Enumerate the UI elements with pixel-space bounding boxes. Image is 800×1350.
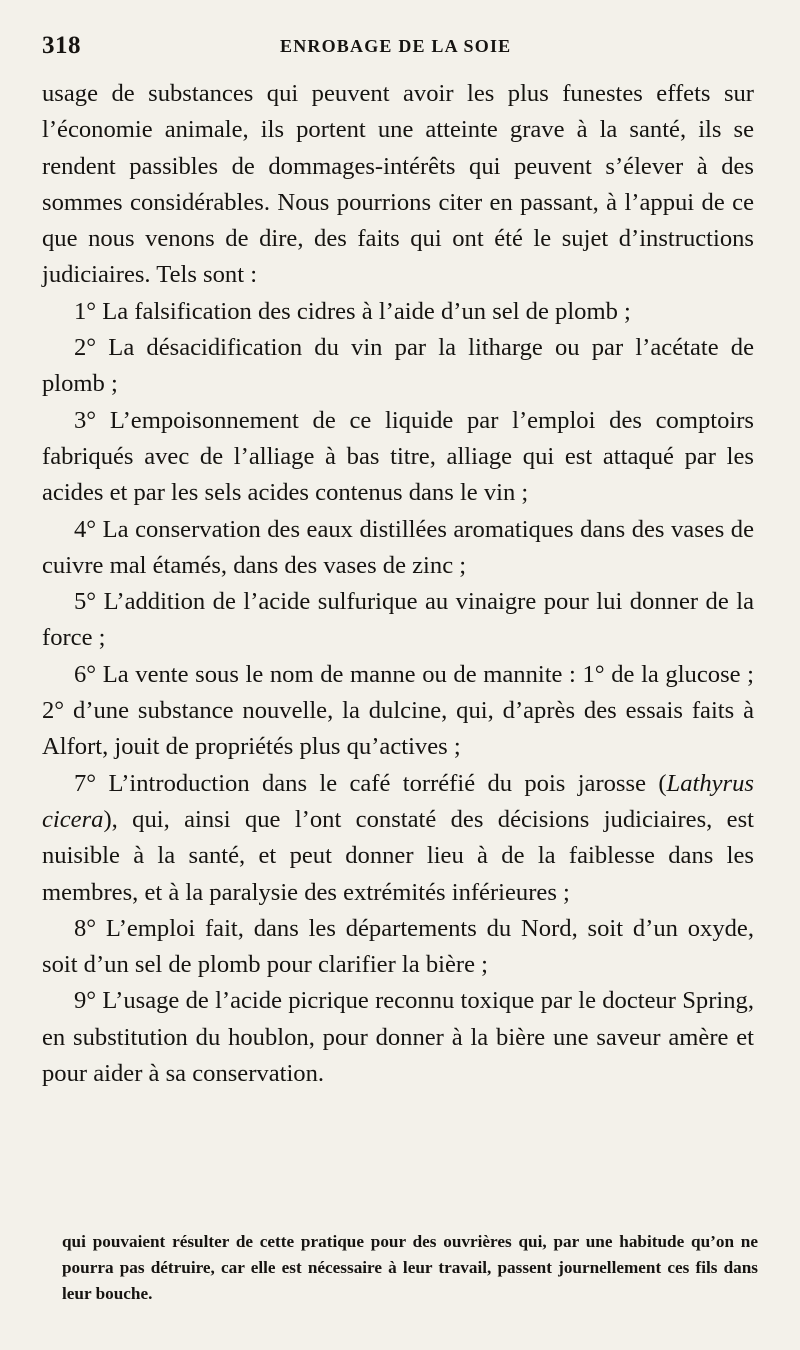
running-head: ENROBAGE DE LA SOIE: [280, 36, 512, 56]
page-header: [42, 32, 754, 66]
main-text: [42, 76, 754, 1092]
list-item-6: 6° La vente sous le nom de manne ou de mannite : 1° de la glucose ; 2° d’une substance nouvelle, la dulcine, qui, d’après des essais faits à Alfort, jouit de propriétés plus qu’actives ;: [42, 660, 754, 761]
footnote-text: qui pouvaient résulter de cette pratique pour des ouvrières qui, par une habitude qu’on ne pourra pas détruire, car elle est nécessaire à leur travail, passent journellement ces fils dans leur bouche.: [62, 1232, 758, 1303]
list-item-2: 2° La désacidification du vin par la litharge ou par l’acétate de plomb ;: [42, 334, 754, 398]
list-item-7-before: 7° L’introduction dans le café torréfié du pois jarosse (: [74, 769, 667, 797]
latin-species-name: Lathyrus cicera: [42, 769, 754, 833]
list-item-3: 3° L’empoisonnement de ce liquide par l’emploi des comptoirs fabriqués avec de l’alliage à bas titre, alliage qui est attaqué par les acides et par les sels acides contenus dans le vin ;: [42, 406, 754, 507]
list-item-7-after: ), qui, ainsi que l’ont constaté des décisions judiciaires, est nuisible à la santé, et peut donner lieu à de la faiblesse dans les membres, et à la paralysie des extrémités inférieures ;: [42, 805, 754, 906]
list-item-4: 4° La conservation des eaux distillées aromatiques dans des vases de cuivre mal étamés, dans des vases de zinc ;: [42, 515, 754, 579]
list-item-7: [42, 766, 754, 911]
footnote: [62, 1229, 758, 1307]
page-number: 318: [42, 32, 81, 59]
list-item-5: 5° L’addition de l’acide sulfurique au vinaigre pour lui donner de la force ;: [42, 588, 754, 652]
intro-paragraph: usage de substances qui peuvent avoir les plus funestes effets sur l’économie animale, ils portent une atteinte grave à la santé, ils se rendent passibles de dommages-intérêts qui peuvent s’élever à des sommes considérables. Nous pourrions citer en passant, à l’appui de ce que nous venons de dire, des faits qui ont été le sujet d’instructions judiciaires. Tels sont :: [42, 80, 754, 289]
list-item-9: 9° L’usage de l’acide picrique reconnu toxique par le docteur Spring, en substitution du houblon, pour donner à la bière une saveur amère et pour aider à sa conservation.: [42, 987, 754, 1088]
list-item-8: 8° L’emploi fait, dans les départements du Nord, soit d’un oxyde, soit d’un sel de plomb pour clarifier la bière ;: [42, 914, 754, 979]
list-item-1: 1° La falsification des cidres à l’aide d’un sel de plomb ;: [74, 297, 631, 325]
